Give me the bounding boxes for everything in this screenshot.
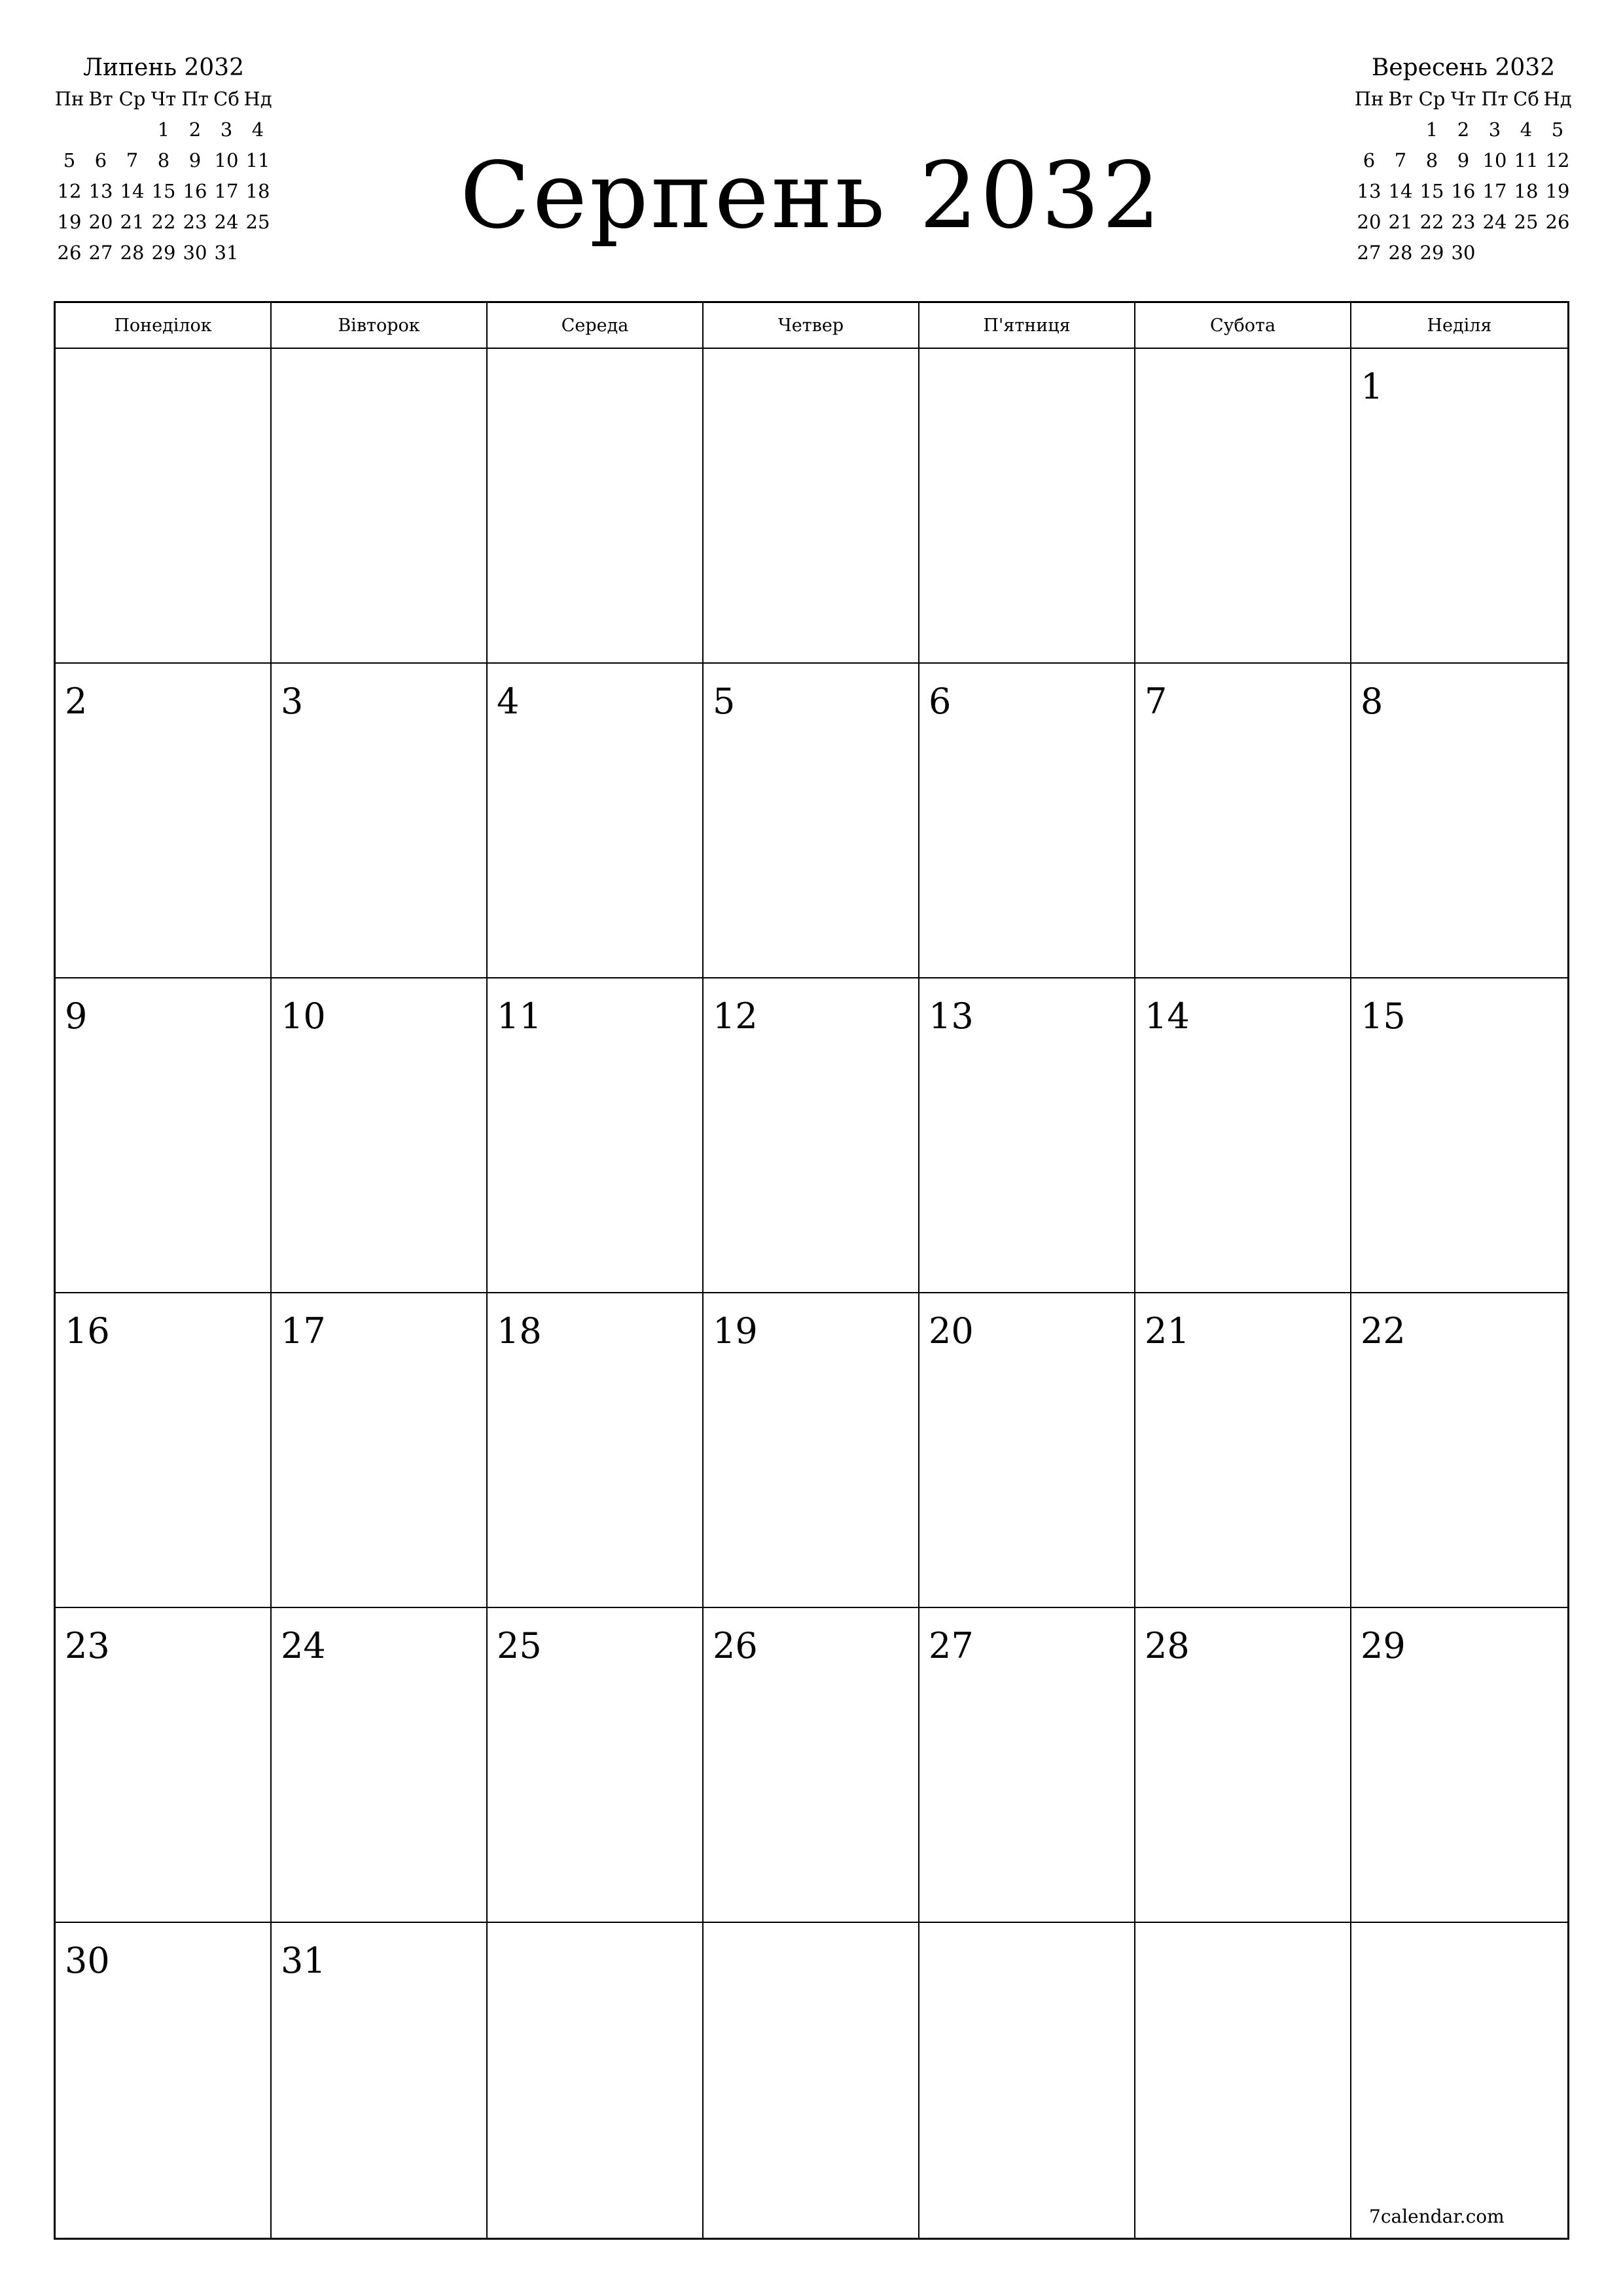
- mini-weekday-label: Чт: [1450, 88, 1476, 110]
- mini-weekday-label: Ср: [118, 88, 146, 110]
- day-number: 14: [1145, 996, 1190, 1037]
- mini-day: 3: [220, 118, 233, 141]
- mini-day: 29: [151, 242, 176, 264]
- mini-day: 6: [1363, 149, 1376, 171]
- mini-day: 30: [1451, 242, 1476, 264]
- month-grid: [54, 301, 1569, 2240]
- mini-calendar-grid: [54, 84, 274, 268]
- mini-day: 14: [120, 180, 145, 202]
- mini-weekday-label: Пт: [181, 88, 209, 110]
- day-number: 17: [281, 1310, 326, 1352]
- mini-calendar-title: Вересень 2032: [1371, 54, 1556, 81]
- mini-day: 31: [214, 242, 239, 264]
- mini-weekday-label: Нд: [1543, 88, 1572, 110]
- day-number: 15: [1361, 996, 1406, 1037]
- site-credit: 7calendar.com: [1369, 2206, 1505, 2227]
- mini-day: 5: [1551, 118, 1564, 141]
- weekday-header: Неділя: [1351, 303, 1567, 349]
- day-number: 13: [929, 996, 974, 1037]
- empty-day-cell: [919, 349, 1135, 664]
- mini-weekday-label: Сб: [1513, 88, 1539, 110]
- day-cell: [1135, 1293, 1351, 1608]
- mini-day: 26: [57, 242, 82, 264]
- day-cell: [56, 664, 272, 978]
- mini-day: 25: [1514, 211, 1539, 233]
- day-number: 7: [1145, 681, 1168, 722]
- empty-day-cell: [1351, 1923, 1567, 2238]
- day-cell: [704, 978, 919, 1293]
- day-number: 24: [281, 1625, 326, 1666]
- day-cell: [272, 1293, 488, 1608]
- mini-day: 17: [214, 180, 239, 202]
- mini-day: 18: [245, 180, 270, 202]
- day-number: 23: [65, 1625, 110, 1666]
- mini-day: 28: [120, 242, 145, 264]
- day-cell: [1351, 664, 1567, 978]
- mini-day: 13: [1357, 180, 1382, 202]
- day-cell: [488, 978, 704, 1293]
- day-cell: [1351, 1608, 1567, 1923]
- mini-day: 23: [183, 211, 207, 233]
- day-cell: [56, 1608, 272, 1923]
- mini-day: 7: [126, 149, 139, 171]
- mini-day: 24: [214, 211, 239, 233]
- mini-day: 17: [1482, 180, 1507, 202]
- mini-day: 29: [1419, 242, 1444, 264]
- day-cell: [1135, 1608, 1351, 1923]
- day-number: 1: [1361, 366, 1383, 407]
- mini-day: 18: [1514, 180, 1539, 202]
- mini-day: 1: [157, 118, 170, 141]
- day-number: 2: [65, 681, 88, 722]
- day-cell: [56, 1293, 272, 1608]
- day-number: 22: [1361, 1310, 1406, 1352]
- mini-empty-cell: [116, 115, 148, 145]
- day-cell: [272, 978, 488, 1293]
- mini-day: 2: [188, 118, 202, 141]
- mini-empty-cell: [1353, 115, 1385, 145]
- empty-day-cell: [1135, 349, 1351, 664]
- mini-day: 6: [94, 149, 107, 171]
- day-cell: [919, 1608, 1135, 1923]
- day-cell: [919, 664, 1135, 978]
- empty-day-cell: [56, 349, 272, 664]
- weekday-header: Субота: [1135, 303, 1351, 349]
- day-number: 30: [65, 1940, 110, 1981]
- day-number: 3: [281, 681, 304, 722]
- mini-calendar-next-month: [1353, 52, 1573, 268]
- mini-weekday-label: Пт: [1481, 88, 1508, 110]
- mini-empty-cell: [85, 115, 116, 145]
- mini-day: 11: [245, 149, 270, 171]
- weekday-header: Вівторок: [272, 303, 488, 349]
- empty-day-cell: [488, 1923, 704, 2238]
- weekday-header: П'ятниця: [919, 303, 1135, 349]
- day-number: 26: [713, 1625, 758, 1666]
- day-number: 21: [1145, 1310, 1190, 1352]
- day-number: 31: [281, 1940, 326, 1981]
- mini-day: 21: [120, 211, 145, 233]
- day-number: 9: [65, 996, 88, 1037]
- mini-day: 3: [1488, 118, 1501, 141]
- mini-weekday-label: Ср: [1418, 88, 1446, 110]
- day-number: 28: [1145, 1625, 1190, 1666]
- mini-day: 10: [214, 149, 239, 171]
- day-number: 27: [929, 1625, 974, 1666]
- mini-day: 12: [57, 180, 82, 202]
- mini-day: 27: [1357, 242, 1382, 264]
- mini-calendar-grid: [1353, 84, 1573, 268]
- mini-day: 28: [1388, 242, 1413, 264]
- mini-day: 24: [1482, 211, 1507, 233]
- mini-empty-cell: [54, 115, 85, 145]
- mini-day: 1: [1425, 118, 1438, 141]
- page-title: Серпень 2032: [459, 143, 1164, 249]
- day-cell: [488, 1293, 704, 1608]
- mini-weekday-label: Чт: [151, 88, 177, 110]
- mini-calendar-title: Липень 2032: [83, 54, 244, 81]
- weekday-header: Понеділок: [56, 303, 272, 349]
- mini-day: 7: [1394, 149, 1407, 171]
- mini-day: 15: [151, 180, 176, 202]
- mini-weekday-label: Пн: [54, 88, 84, 110]
- mini-weekday-label: Вт: [1388, 88, 1413, 110]
- mini-empty-cell: [1385, 115, 1416, 145]
- empty-day-cell: [1135, 1923, 1351, 2238]
- day-number: 18: [497, 1310, 542, 1352]
- empty-day-cell: [704, 1923, 919, 2238]
- day-cell: [56, 1923, 272, 2238]
- mini-day: 19: [57, 211, 82, 233]
- mini-day: 25: [245, 211, 270, 233]
- mini-day: 13: [88, 180, 113, 202]
- empty-day-cell: [272, 349, 488, 664]
- empty-day-cell: [704, 349, 919, 664]
- day-number: 11: [497, 996, 542, 1037]
- day-number: 16: [65, 1310, 110, 1352]
- mini-day: 20: [1357, 211, 1382, 233]
- mini-weekday-label: Вт: [88, 88, 113, 110]
- mini-weekday-label: Сб: [213, 88, 240, 110]
- mini-day: 21: [1388, 211, 1413, 233]
- mini-day: 9: [188, 149, 202, 171]
- day-number: 5: [713, 681, 736, 722]
- day-number: 25: [497, 1625, 542, 1666]
- day-cell: [1351, 1293, 1567, 1608]
- mini-day: 20: [88, 211, 113, 233]
- mini-day: 16: [183, 180, 207, 202]
- weekday-header: Середа: [488, 303, 704, 349]
- day-cell: [704, 1293, 919, 1608]
- day-cell: [488, 664, 704, 978]
- day-number: 29: [1361, 1625, 1406, 1666]
- day-cell: [1135, 978, 1351, 1293]
- mini-day: 30: [183, 242, 207, 264]
- mini-day: 8: [157, 149, 170, 171]
- mini-day: 4: [251, 118, 264, 141]
- day-number: 6: [929, 681, 952, 722]
- mini-calendar-prev-month: [54, 52, 274, 268]
- day-cell: [919, 1293, 1135, 1608]
- empty-day-cell: [919, 1923, 1135, 2238]
- day-cell: [704, 664, 919, 978]
- mini-day: 11: [1514, 149, 1539, 171]
- mini-day: 19: [1545, 180, 1570, 202]
- weekday-header: Четвер: [704, 303, 919, 349]
- mini-day: 9: [1457, 149, 1470, 171]
- day-number: 12: [713, 996, 758, 1037]
- mini-day: 14: [1388, 180, 1413, 202]
- day-number: 10: [281, 996, 326, 1037]
- mini-day: 22: [1419, 211, 1444, 233]
- day-number: 4: [497, 681, 520, 722]
- day-cell: [272, 1608, 488, 1923]
- day-cell: [1135, 664, 1351, 978]
- day-number: 8: [1361, 681, 1383, 722]
- mini-day: 5: [63, 149, 76, 171]
- mini-day: 2: [1457, 118, 1470, 141]
- mini-day: 8: [1425, 149, 1438, 171]
- mini-day: 15: [1419, 180, 1444, 202]
- mini-day: 22: [151, 211, 176, 233]
- mini-day: 10: [1482, 149, 1507, 171]
- mini-weekday-label: Нд: [243, 88, 272, 110]
- mini-day: 26: [1545, 211, 1570, 233]
- empty-day-cell: [488, 349, 704, 664]
- day-cell: [1351, 349, 1567, 664]
- mini-day: 27: [88, 242, 113, 264]
- mini-day: 23: [1451, 211, 1476, 233]
- day-cell: [56, 978, 272, 1293]
- day-number: 20: [929, 1310, 974, 1352]
- mini-day: 16: [1451, 180, 1476, 202]
- day-number: 19: [713, 1310, 758, 1352]
- mini-day: 12: [1545, 149, 1570, 171]
- day-cell: [704, 1608, 919, 1923]
- day-cell: [1351, 978, 1567, 1293]
- day-cell: [488, 1608, 704, 1923]
- day-cell: [919, 978, 1135, 1293]
- day-cell: [272, 664, 488, 978]
- day-cell: [272, 1923, 488, 2238]
- mini-day: 4: [1520, 118, 1533, 141]
- mini-weekday-label: Пн: [1354, 88, 1384, 110]
